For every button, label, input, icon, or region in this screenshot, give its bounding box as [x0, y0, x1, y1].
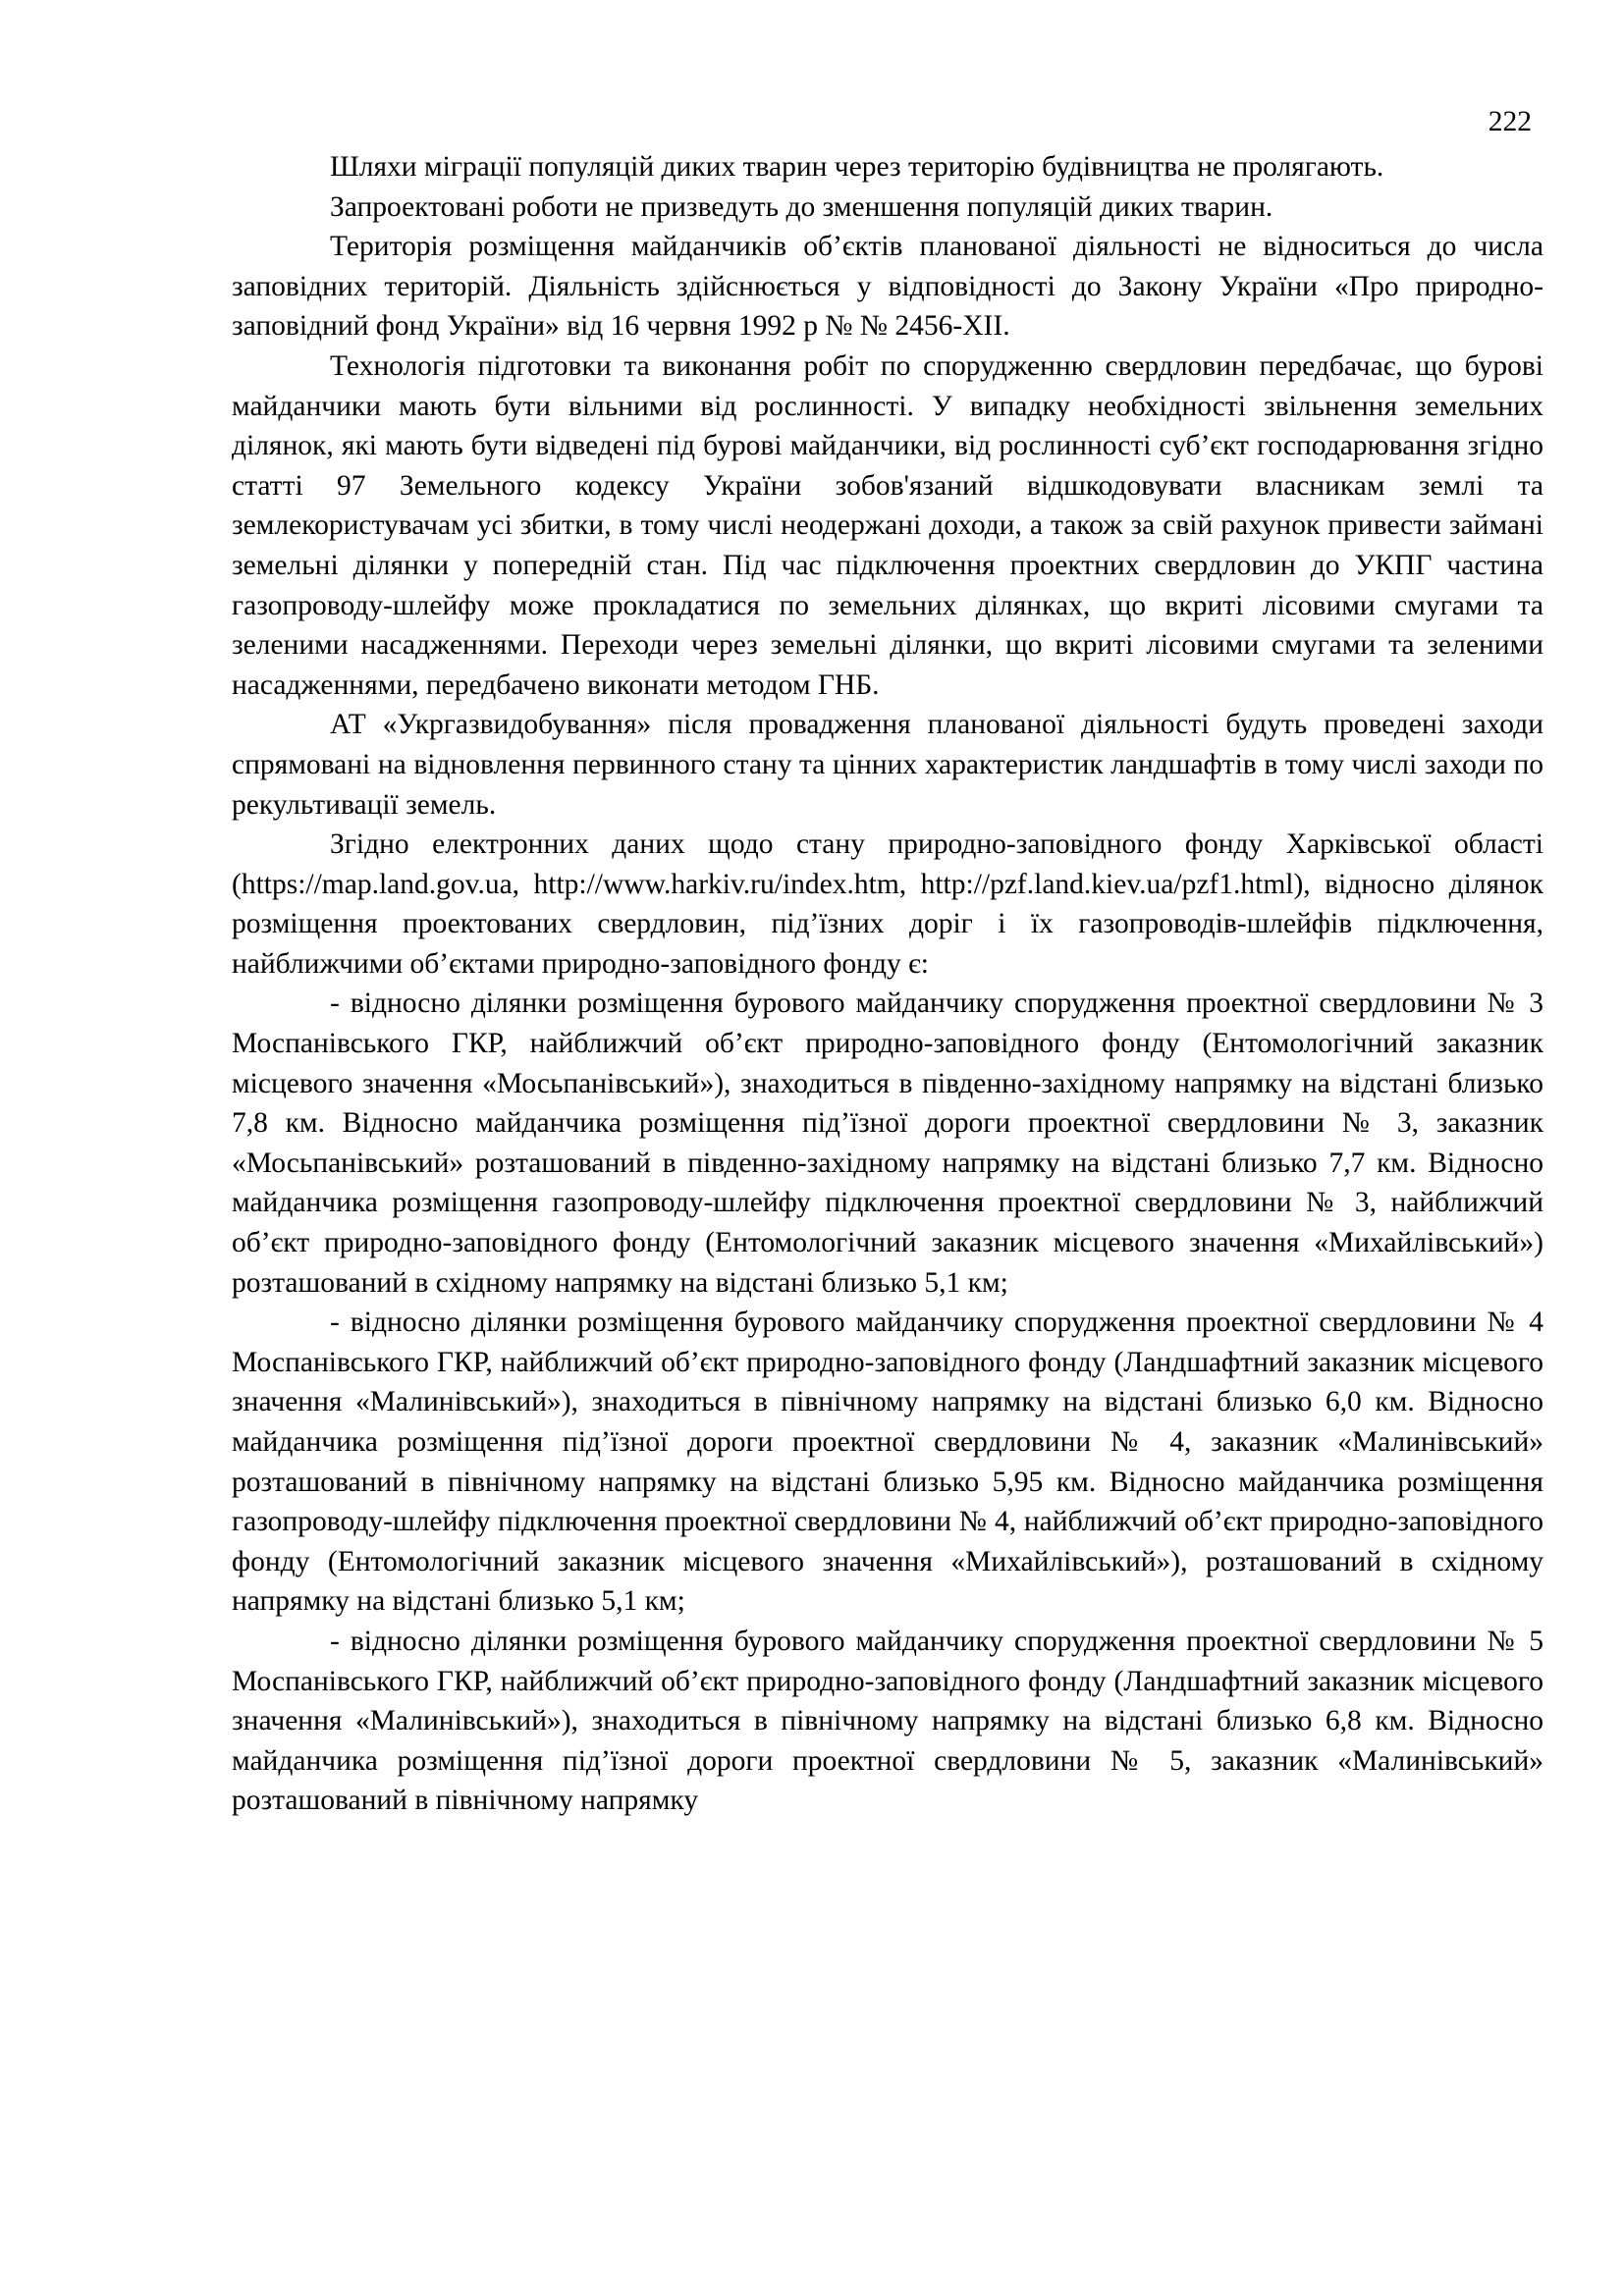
list-item-well-5: - відносно ділянки розміщення бурового майданчику спорудження проектної свердловини № 5 Моспанівського ГКР, найближчий об’єкт природно-заповідного фонду (Ландшафтний заказник місцевого значення «Малинівський»), знаходиться в північному напрямку на відстані близько 6,8 км. Відносно майданчика розміщення під’їзної дороги проектної свердловини № 5, заказник «Малинівський» розташований в північному напрямку	[232, 1625, 1543, 1817]
list-item-well-4: - відносно ділянки розміщення бурового майданчику спорудження проектної свердловини № 4 Моспанівського ГКР, найближчий об’єкт природно-заповідного фонду (Ландшафтний заказник місцевого значення «Малинівський»), знаходиться в північному напрямку на відстані близько 6,0 км. Відносно майданчика розміщення під’їзної дороги проектної свердловини № 4, заказник «Малинівський» розташований в північному напрямку на відстані близько 5,95 км. Відносно майданчика розміщення газопроводу-шлейфу підключення проектної свердловини № 4, найближчий об’єкт природно-заповідного фонду (Ентомологічний заказник місцевого значення «Михайлівський»), розташований в східному напрямку на відстані близько 5,1 км;	[232, 1307, 1543, 1618]
body-text	[232, 147, 1543, 1821]
list-item-well-3: - відносно ділянки розміщення бурового майданчику спорудження проектної свердловини № 3 Моспанівського ГКР, найближчий об’єкт природно-заповідного фонду (Ентомологічний заказник місцевого значення «Мосьпанівський»), знаходиться в південно-західному напрямку на відстані близько 7,8 км. Відносно майданчика розміщення під’їзної дороги проектної свердловини № 3, заказник «Мосьпанівський» розташований в південно-західному напрямку на відстані близько 7,7 км. Відносно майданчика розміщення газопроводу-шлейфу підключення проектної свердловини № 3, найближчий об’єкт природно-заповідного фонду (Ентомологічний заказник місцевого значення «Михайлівський») розташований в східному напрямку на відстані близько 5,1 км;	[232, 988, 1543, 1299]
paragraph-migration: Шляхи міграції популяцій диких тварин через територію будівництва не пролягають.	[330, 151, 1384, 183]
paragraph-protected-territories: Територія розміщення майданчиків об’єктів планованої діяльності не відноситься до числа заповідних територій. Діяльність здійснюється у відповідності до Закону України «Про природно-заповідний фонд України» від 16 червня 1992 р № № 2456-XII.	[232, 231, 1543, 343]
page-number: 222	[1488, 106, 1532, 137]
paragraph-populations: Запроектовані роботи не призведуть до зменшення популяцій диких тварин.	[330, 190, 1273, 223]
paragraph-restoration: АТ «Укргазвидобування» після провадження планованої діяльності будуть проведені заходи спрямовані на відновлення первинного стану та цінних характеристик ландшафтів в тому числі заходи по рекультивації земель.	[232, 709, 1543, 821]
paragraph-drilling-technology: Технологія підготовки та виконання робіт по спорудженню свердловин передбачає, що бурові майданчики мають бути вільними від рослинності. У випадку необхідності звільнення земельних ділянок, які мають бути відведені під бурові майданчики, від рослинності суб’єкт господарювання згідно статті 97 Земельного кодексу України зобов'язаний відшкодовувати власникам землі та землекористувачам усі збитки, в тому числі неодержані доходи, а також за свій рахунок привести займані земельні ділянки у попередній стан. Під час підключення проектних свердловин до УКПГ частина газопроводу-шлейфу може прокладатися по земельних ділянках, що вкриті лісовими смугами та зеленими насадженнями. Переходи через земельні ділянки, що вкриті лісовими смугами та зеленими насадженнями, передбачено виконати методом ГНБ.	[232, 349, 1543, 701]
paragraph-electronic-data: Згідно електронних даних щодо стану природно-заповідного фонду Харківської області (https://map.land.gov.ua, http://www.harkiv.ru/index.htm, http://pzf.land.kiev.ua/pzf1.html), відносно ділянок розміщення проектованих свердловин, під’їзних доріг і їх газопроводів-шлейфів підключення, найближчими об’єктами природно-заповідного фонду є:	[232, 828, 1543, 980]
